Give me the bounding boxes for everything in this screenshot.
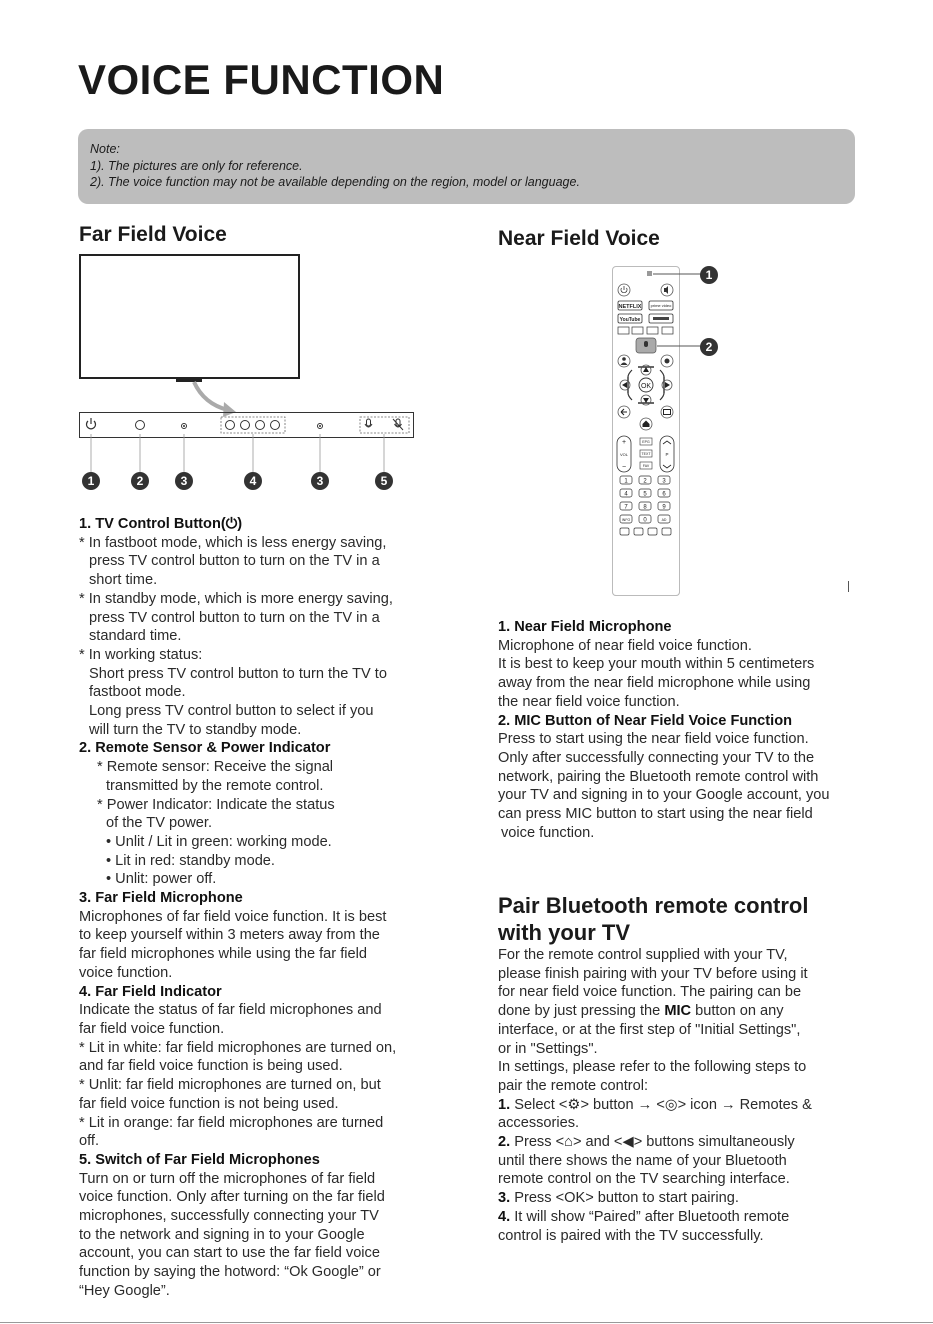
power-icon: [87, 418, 96, 429]
step-3: 3. Press <OK> button to start pairing.: [498, 1190, 739, 1207]
text-line: * Lit in white: far field microphones are turned on,: [79, 1039, 397, 1056]
near-field-text: [498, 618, 878, 842]
text-line: * Power Indicator: Indicate the status: [97, 796, 335, 813]
callout-badge-3b: 3: [311, 472, 329, 490]
callout-badge-3: 3: [175, 472, 193, 490]
pair-heading-line-2: with your TV: [498, 920, 630, 945]
text-line: * In fastboot mode, which is less energy saving,: [79, 534, 387, 551]
far-field-text: [79, 515, 439, 1301]
text-line: control is paired with the TV successfully.: [498, 1227, 764, 1244]
text-line: “Hey Google”.: [79, 1282, 170, 1299]
callout-badge-1: 1: [82, 472, 100, 490]
text-line: microphones, successfully connecting your TV: [79, 1208, 379, 1225]
text-line: far field microphones while using the far field: [79, 946, 367, 963]
pair-text: [498, 946, 878, 1245]
mic-off-icon: [393, 419, 403, 430]
text-line: • Lit in red: standby mode.: [106, 852, 275, 869]
text-line: voice function. Only after turning on the far field: [79, 1189, 385, 1206]
section-title: 2. Remote Sensor & Power Indicator: [79, 740, 331, 757]
text-line: for near field voice function. The pairing can be: [498, 984, 802, 1001]
text-line: * In standby mode, which is more energy saving,: [79, 590, 393, 607]
text-line: accessories.: [498, 1115, 580, 1132]
text-line: the near field voice function.: [498, 693, 680, 710]
svg-text:TEXT: TEXT: [641, 452, 651, 456]
text-line: Short press TV control button to turn the TV to: [89, 665, 387, 682]
text-line: For the remote control supplied with your TV,: [498, 947, 788, 963]
svg-text:3: 3: [662, 478, 666, 485]
far-field-heading: Far Field Voice: [79, 223, 227, 246]
vol-label: VOL: [619, 452, 629, 457]
section-title: 2. MIC Button of Near Field Voice Function: [498, 712, 793, 729]
section-title: 1. Near Field Microphone: [498, 619, 672, 635]
section-title: 1. TV Control Button(⏻): [79, 516, 243, 532]
text-line: In settings, please refer to the following steps to: [498, 1059, 807, 1076]
text-line: until there shows the name of your Bluetooth: [498, 1152, 787, 1169]
text-line: will turn the TV to standby mode.: [89, 721, 302, 738]
text-line: voice function.: [79, 964, 173, 981]
callout-badge-2: 2: [131, 472, 149, 490]
text-line: Only after successfully connecting your TV to the: [498, 749, 815, 766]
text-line: account, you can start to use the far field voice: [79, 1245, 380, 1262]
dpad-icon: [620, 365, 672, 405]
svg-text:FAV: FAV: [642, 464, 650, 468]
near-field-heading: Near Field Voice: [498, 227, 660, 250]
note-line-1: 1). The pictures are only for reference.: [90, 158, 303, 173]
text-line: off.: [79, 1133, 100, 1150]
text-line: remote control on the TV searching interface.: [498, 1171, 790, 1188]
text-line: It is best to keep your mouth within 5 centimeters: [498, 656, 815, 673]
back-triangle-icon: ◀: [622, 1134, 634, 1151]
text-line: Press to start using the near field voice function.: [498, 731, 809, 748]
text-line: or in "Settings".: [498, 1040, 598, 1057]
step-1: 1. Select <⚙> button → <◎> icon → Remotes &: [498, 1096, 812, 1113]
svg-text:AD: AD: [661, 518, 667, 522]
text-line: to the network and signing in to your Google: [79, 1226, 365, 1243]
control-panel-drawing: [79, 412, 419, 482]
mic-icon: [365, 419, 372, 427]
text-line: done by just pressing the MIC button on any: [498, 1003, 784, 1020]
gear-icon: ⚙: [567, 1096, 581, 1113]
text-line: function by saying the hotword: “Ok Google” or: [79, 1264, 381, 1281]
youtube-label: YouTube: [619, 317, 641, 323]
pair-heading: [498, 892, 808, 946]
footer-rule: [0, 1322, 933, 1323]
section-title: 4. Far Field Indicator: [79, 983, 222, 1000]
text-line: to keep yourself within 3 meters away from the: [79, 927, 380, 944]
svg-text:1: 1: [624, 478, 628, 485]
ok-label: OK: [640, 383, 652, 390]
text-line: • Unlit / Lit in green: working mode.: [106, 833, 332, 850]
text-line: Turn on or turn off the microphones of far field: [79, 1170, 376, 1187]
text-line: interface, or at the first step of "Initial Settings",: [498, 1021, 801, 1038]
remote-lower: [612, 544, 680, 596]
prime-label: prime video: [650, 303, 672, 308]
svg-text:7: 7: [624, 504, 628, 511]
text-line: of the TV power.: [106, 815, 213, 832]
section-title: 5. Switch of Far Field Microphones: [79, 1151, 320, 1168]
netflix-label: NETFLIX: [618, 304, 642, 310]
svg-text:−: −: [621, 464, 627, 471]
callout-badge-5: 5: [375, 472, 393, 490]
text-line: press TV control button to turn on the TV in a: [89, 553, 380, 570]
text-line: Indicate the status of far field microphones and: [79, 1002, 382, 1019]
page-marker: [848, 581, 849, 592]
settings-circle-icon: ◎: [664, 1096, 678, 1113]
page-title: VOICE FUNCTION: [78, 56, 445, 103]
svg-text:2: 2: [643, 478, 647, 485]
svg-text:5: 5: [643, 491, 647, 498]
svg-text:4: 4: [624, 491, 628, 498]
text-line: and far field voice function is being used.: [79, 1058, 343, 1075]
svg-text:+: +: [621, 439, 627, 446]
text-line: Microphone of near field voice function.: [498, 637, 752, 654]
callout-badge-near-2: 2: [700, 338, 718, 356]
text-line: * Lit in orange: far field microphones are turned: [79, 1114, 384, 1131]
text-line: • Unlit: power off.: [106, 871, 217, 888]
text-line: far field voice function.: [79, 1020, 225, 1037]
text-line: * Unlit: far field microphones are turned on, but: [79, 1077, 381, 1094]
text-line: * Remote sensor: Receive the signal: [97, 759, 334, 776]
indicator-group: [221, 417, 285, 433]
remote-buttons: [612, 266, 724, 546]
note-box: [78, 129, 855, 204]
text-line: away from the near field microphone while using: [498, 675, 811, 692]
text-line: Long press TV control button to select if you: [89, 703, 374, 720]
text-line: far field voice function is not being used.: [79, 1095, 339, 1112]
p-label: P: [665, 452, 669, 457]
near-mic-icon: [647, 271, 652, 276]
text-line: voice function.: [501, 824, 595, 841]
text-line: your TV and signing in to your Google account, you: [498, 787, 830, 804]
home-icon: ⌂: [564, 1134, 573, 1151]
pair-heading-line-1: Pair Bluetooth remote control: [498, 893, 809, 918]
sensor-icon: [136, 421, 145, 430]
text-line: transmitted by the remote control.: [106, 777, 324, 794]
svg-text:9: 9: [662, 504, 666, 511]
text-line: network, pairing the Bluetooth remote control with: [498, 768, 819, 785]
svg-text:EPG: EPG: [642, 440, 650, 444]
callout-badge-4: 4: [244, 472, 262, 490]
note-line-2: 2). The voice function may not be available depending on the region, model or language.: [90, 175, 580, 189]
svg-text:INFO: INFO: [621, 518, 631, 522]
text-line: fastboot mode.: [89, 684, 186, 701]
number-keypad: [620, 476, 670, 524]
text-line: standard time.: [89, 628, 182, 645]
svg-text:0: 0: [643, 517, 647, 524]
text-line: please finish pairing with your TV before using it: [498, 965, 808, 982]
svg-text:6: 6: [662, 491, 666, 498]
text-line: can press MIC button to start using the near field: [498, 806, 813, 823]
step-2: 2. Press <⌂> and <◀> buttons simultaneously: [498, 1134, 795, 1151]
callout-badge-near-1: 1: [700, 266, 718, 284]
svg-text:8: 8: [643, 504, 647, 511]
section-title: 3. Far Field Microphone: [79, 890, 243, 907]
text-line: press TV control button to turn on the TV in a: [89, 609, 380, 626]
text-line: Microphones of far field voice function. It is best: [79, 908, 387, 925]
text-line: short time.: [89, 572, 158, 589]
tv-illustration: [79, 254, 300, 379]
text-line: pair the remote control:: [498, 1077, 649, 1094]
step-4: 4. It will show “Paired” after Bluetooth remote: [498, 1208, 790, 1225]
text-line: * In working status:: [79, 646, 203, 663]
note-label: Note:: [90, 142, 120, 156]
